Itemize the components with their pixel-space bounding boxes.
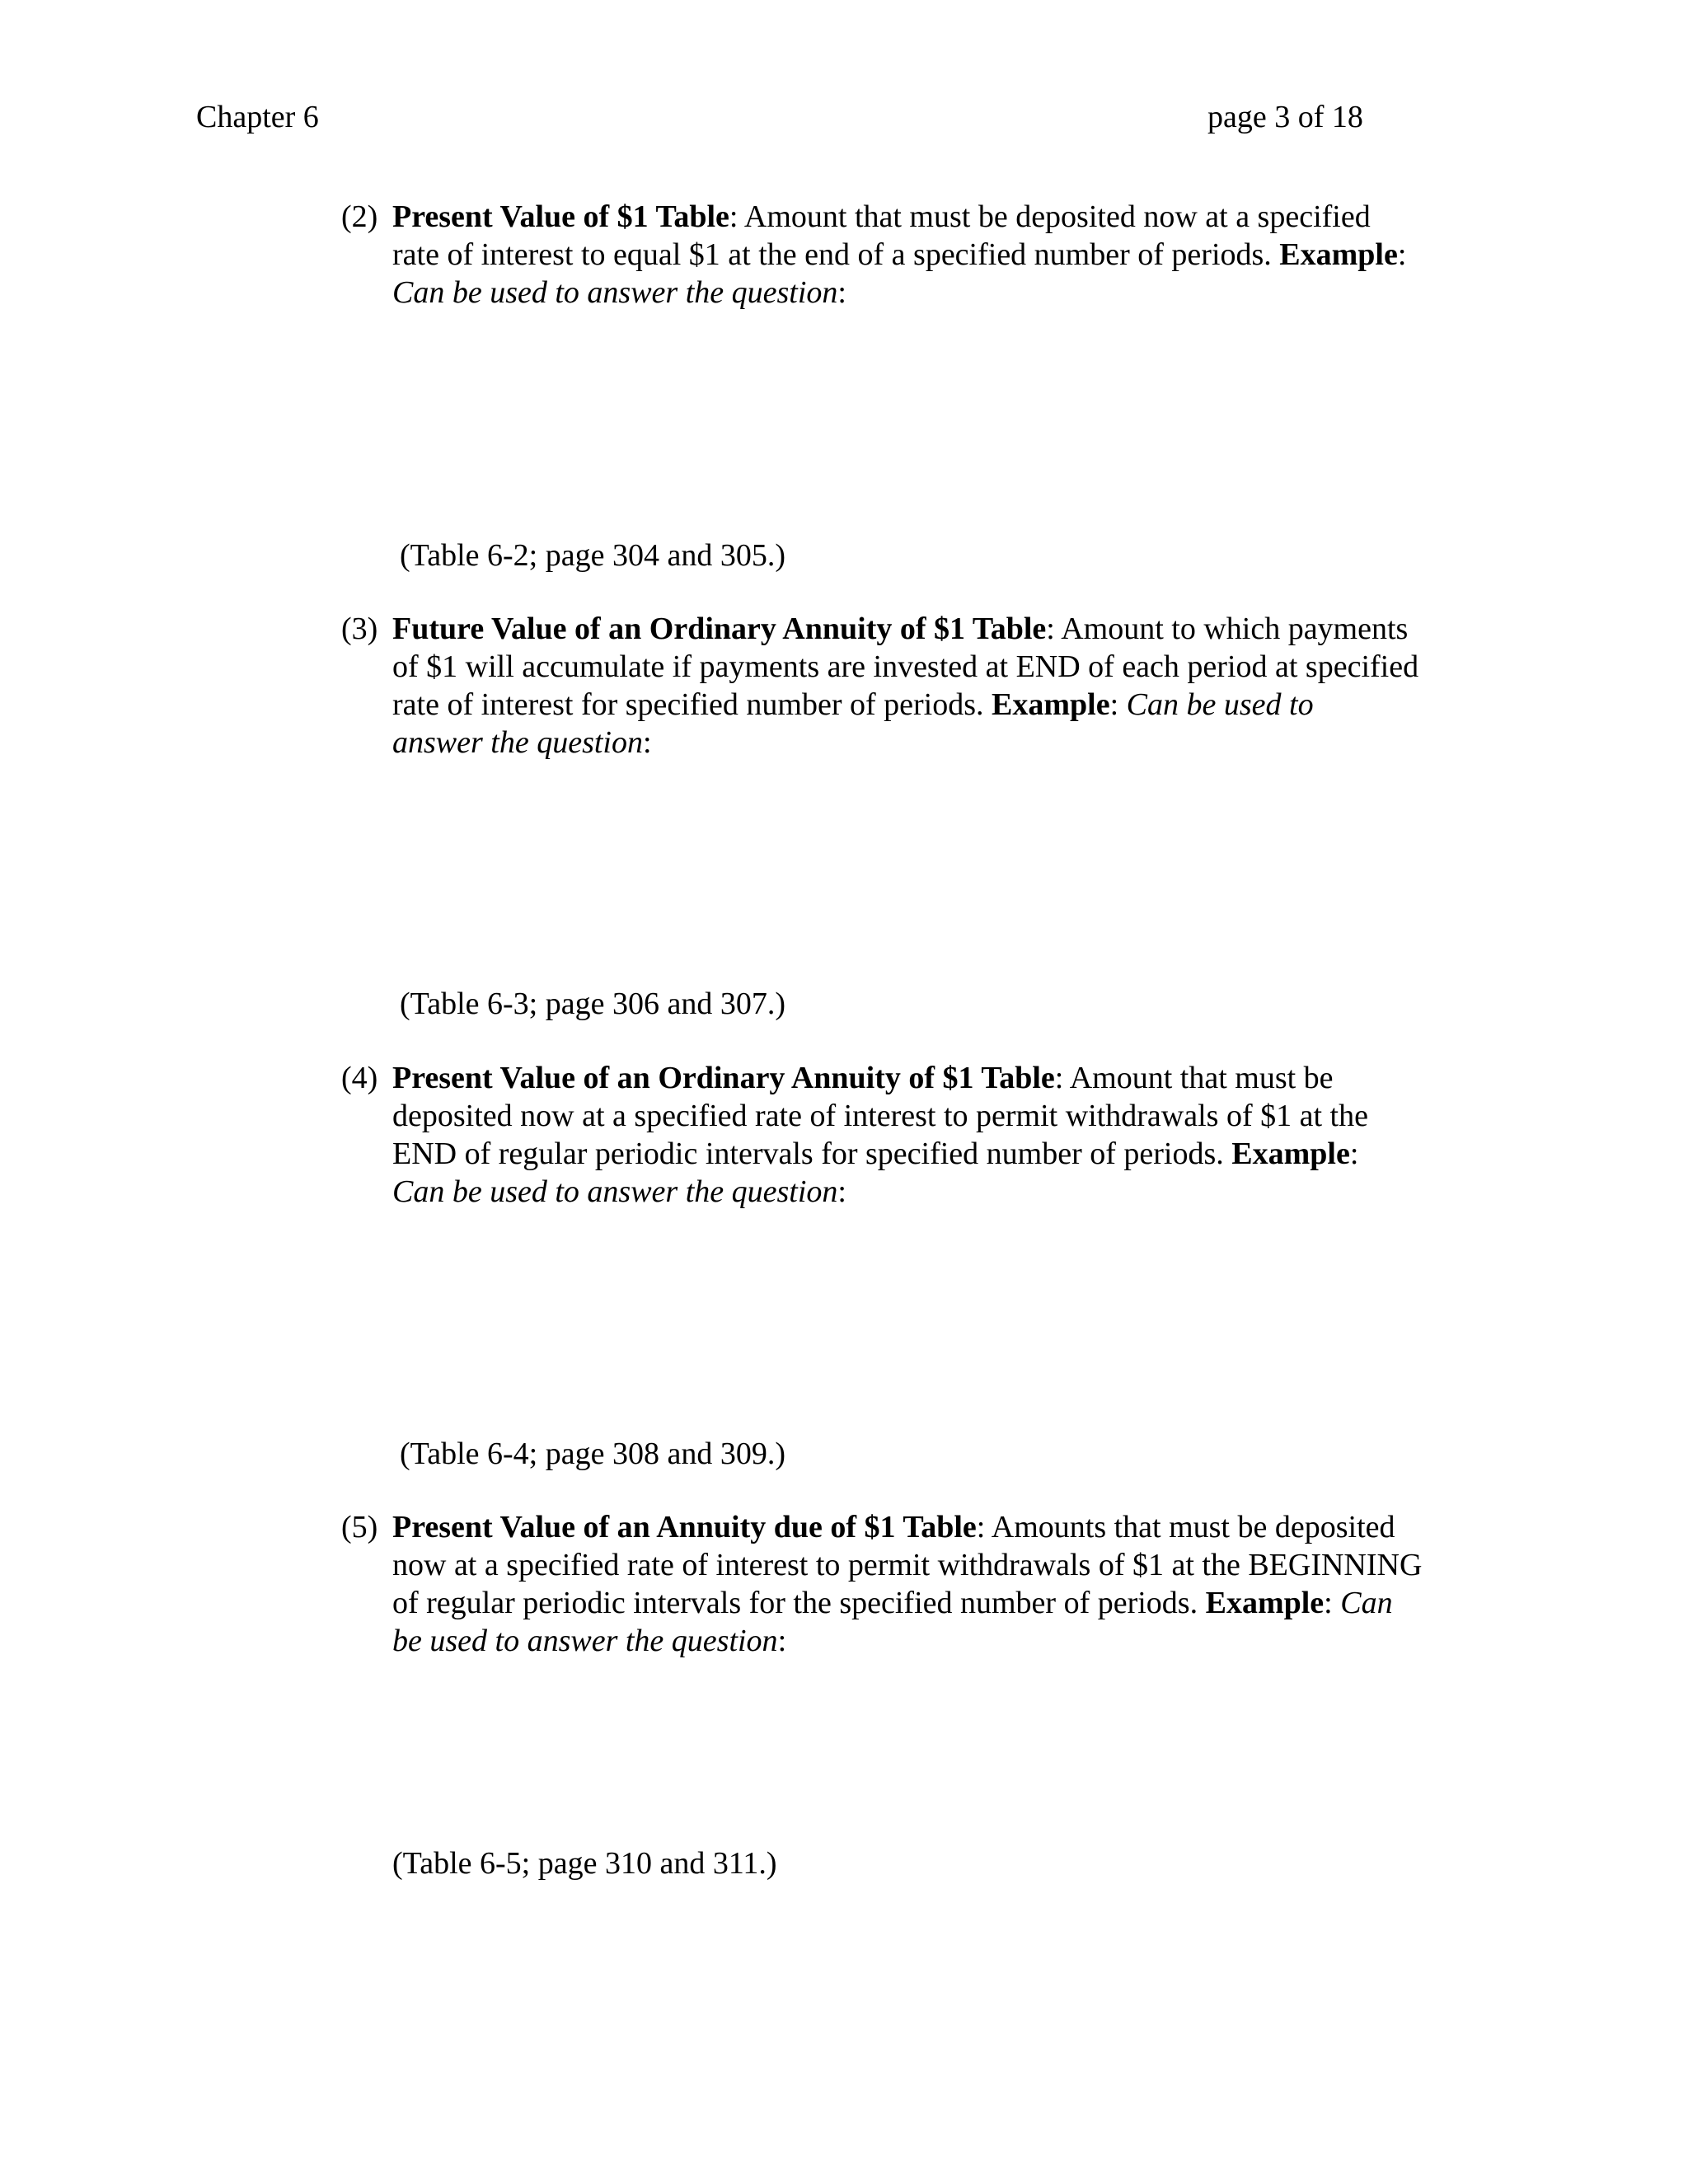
table-name: Present Value of an Annuity due of $1 Table bbox=[392, 1510, 977, 1544]
item-text-run: : Amounts that must be deposited bbox=[976, 1510, 1395, 1544]
item-line bbox=[392, 1097, 1487, 1135]
item-line bbox=[392, 274, 1487, 312]
item-text-run: of regular periodic intervals for the specified number of periods. bbox=[392, 1586, 1206, 1620]
item-number: (5) bbox=[341, 1510, 378, 1544]
example-prompt: Can be used to answer the question bbox=[392, 1174, 838, 1209]
item-text-run: : bbox=[837, 275, 846, 310]
list-item-present-value-of-1 bbox=[341, 198, 1487, 312]
item-text-run: rate of interest for specified number of periods. bbox=[392, 687, 992, 722]
list-item-present-value-annuity-due bbox=[341, 1508, 1487, 1660]
example-prompt: Can bbox=[1340, 1586, 1393, 1620]
example-label: Example bbox=[1231, 1137, 1350, 1171]
item-number: (2) bbox=[341, 199, 378, 234]
table-name: Future Value of an Ordinary Annuity of $1 Table bbox=[392, 612, 1047, 646]
list-item-present-value-ordinary-annuity bbox=[341, 1059, 1487, 1211]
item-text-run: deposited now at a specified rate of interest to permit withdrawals of $1 at the bbox=[392, 1099, 1368, 1133]
item-text-run: : Amount that must be deposited now at a specified bbox=[729, 199, 1371, 234]
item-text-run: : bbox=[642, 725, 652, 760]
page-number: page 3 of 18 bbox=[1207, 100, 1363, 134]
item-line bbox=[392, 610, 1487, 648]
item-text-run: : Amount that must be bbox=[1054, 1061, 1334, 1095]
item-text-run: : bbox=[837, 1174, 846, 1209]
item-line bbox=[392, 648, 1487, 686]
table-reference: (Table 6-4; page 308 and 309.) bbox=[400, 1436, 785, 1471]
example-prompt: be used to answer the question bbox=[392, 1624, 778, 1658]
item-line bbox=[392, 686, 1487, 724]
page-header-left: Chapter 6 bbox=[196, 100, 319, 134]
item-line bbox=[392, 1584, 1487, 1622]
item-description bbox=[392, 610, 1487, 762]
item-line bbox=[392, 1546, 1487, 1584]
example-label: Example bbox=[992, 687, 1110, 722]
item-text-run: now at a specified rate of interest to permit withdrawals of $1 at the BEGINNING bbox=[392, 1548, 1423, 1582]
item-line bbox=[392, 198, 1487, 236]
table-reference: (Table 6-2; page 304 and 305.) bbox=[400, 538, 785, 573]
item-line bbox=[392, 724, 1487, 762]
table-name: Present Value of $1 Table bbox=[392, 199, 729, 234]
item-number: (4) bbox=[341, 1061, 378, 1095]
item-description bbox=[392, 198, 1487, 312]
item-text-run: : bbox=[1109, 687, 1127, 722]
item-line bbox=[392, 236, 1487, 274]
table-reference: (Table 6-5; page 310 and 311.) bbox=[392, 1846, 777, 1881]
item-line bbox=[392, 1508, 1487, 1546]
item-text-run: : bbox=[1349, 1137, 1359, 1171]
item-line bbox=[392, 1135, 1487, 1173]
item-text-run: : bbox=[1324, 1586, 1341, 1620]
example-prompt: answer the question bbox=[392, 725, 643, 760]
example-prompt: Can be used to answer the question bbox=[392, 275, 838, 310]
item-text-run: : bbox=[1397, 237, 1407, 272]
table-reference: (Table 6-3; page 306 and 307.) bbox=[400, 987, 785, 1021]
item-text-run: END of regular periodic intervals for specified number of periods. bbox=[392, 1137, 1232, 1171]
table-name: Present Value of an Ordinary Annuity of $1 Table bbox=[392, 1061, 1055, 1095]
example-label: Example bbox=[1279, 237, 1398, 272]
item-number: (3) bbox=[341, 612, 378, 646]
item-description bbox=[392, 1508, 1487, 1660]
example-prompt: Can be used to bbox=[1126, 687, 1314, 722]
list-item-future-value-ordinary-annuity bbox=[341, 610, 1487, 762]
item-text-run: of $1 will accumulate if payments are invested at END of each period at specified bbox=[392, 649, 1419, 684]
item-text-run: rate of interest to equal $1 at the end of a specified number of periods. bbox=[392, 237, 1280, 272]
item-line bbox=[392, 1059, 1487, 1097]
item-line bbox=[392, 1622, 1487, 1660]
item-description bbox=[392, 1059, 1487, 1211]
item-text-run: : Amount to which payments bbox=[1046, 612, 1409, 646]
item-text-run: : bbox=[777, 1624, 787, 1658]
example-label: Example bbox=[1205, 1586, 1325, 1620]
item-line bbox=[392, 1173, 1487, 1211]
